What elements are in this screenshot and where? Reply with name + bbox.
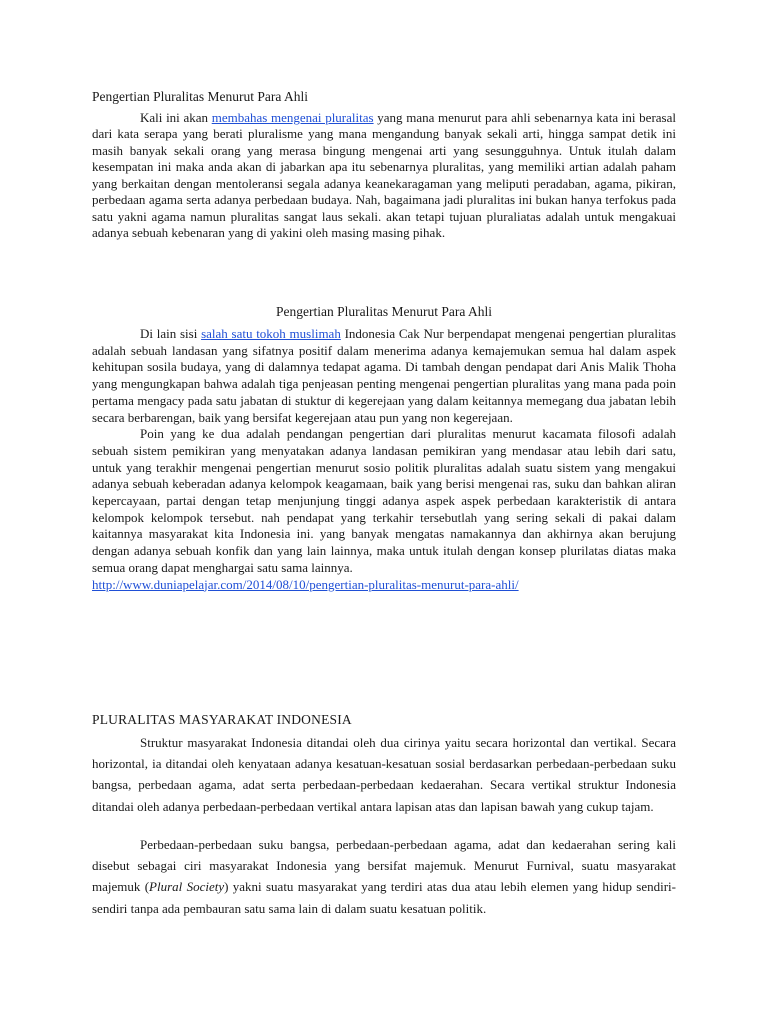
section3-paragraph-1: Struktur masyarakat Indonesia ditandai oleh dua cirinya yaitu secara horizontal dan vertikal. Secara horizontal, ia ditandai oleh kenyataan adanya kesatuan-kesatuan sosial berdasarkan perbedaan-perbedaan suku bangsa, perbedaan agama, adat serta perbedaan-perbedaan kedaerahan. Secara vertikal struktur Indonesia ditandai oleh adanya perbedaan-perbedaan vertikal antara lapisan atas dan lapisan bawah yang cukup tajam. [92, 735, 676, 814]
section2-text-start: Di lain sisi [140, 326, 202, 341]
section2-paragraph-2: Poin yang ke dua adalah pendangan pengertian dari pluralitas menurut kacamata filosofi adalah sebuah sistem pemikiran yang menyatakan adanya landasan pemikiran yang mendasar atau lebih dari satu, untuk yang terakhir mengenai pengertian menurut sosio politik pluralitas adalah suatu sistem yang mengakui adanya sebuah keberadan adanya kelompok keagamaan, baik yang berisi mengenai ras, suku dan bahkan aliran kepercayaan, partai dengan tetap menjunjung tinggi adanya aspek aspek perbedaan karakteristik di antara kelompok kelompok tersebut. nah pendapat yang terkahir tersebutlah yang sering sekali di pakai dalam kaitannya masyarakat kita Indonesia ini. yang banyak mengatas namakannya dan akhirnya akan berujung dengan adanya sebuah konfik dan yang lain lainnya, maka untuk itulah dengan konsep plurilatas diatas maka semua orang dapat menghargai satu sama lainnya. [92, 426, 676, 575]
section1-body [92, 110, 676, 242]
section3-body-2 [92, 834, 676, 919]
section3-heading: PLURALITAS MASYARAKAT INDONESIA [92, 712, 352, 727]
source-url-link[interactable]: http://www.duniapelajar.com/2014/08/10/pengertian-pluralitas-menurut-para-ahli/ [92, 576, 519, 592]
section2-body [92, 326, 676, 593]
plural-society-term: Plural Society [149, 879, 225, 895]
section1-text-start: Kali ini akan [140, 110, 212, 125]
section1-text-rest: yang mana menurut para ahli sebenarnya kata ini berasal dari kata serapa yang berati pluralisme yang mana mengandung banyak sekali arti, hingga sampat detik ini masih banyak sekali orang yang merasa bingung mengenai arti yang sesungguhnya. Untuk itulah dalam kesempatan ini maka anda akan di jabarkan apa itu sebenarnya pluralitas, yang memiliki artian adalah paham yang berkaitan dengan mentoleransi segala adanya keanekaragaman yang meliputi peradaban, agama, pikiran, perbedaan agama serta adanya perbedaan budaya. Nah, bagaimana jadi pluralitas ini bukan hanya terfokus pada satu yakni agama namun pluralitas sangat laus sekali. akan tetapi tujuan pluraliatas adalah untuk mengakuai adanya sebuah kebenaran yang di yakini oleh masing masing pihak. [92, 110, 676, 241]
section3-text-rest: ) yakni suatu masyarakat yang terdiri atas dua atau lebih elemen yang hidup sendiri-sendiri tanpa ada pembauran satu sama lain di dalam suatu kesatuan politik. [92, 879, 676, 916]
section1-paragraph [92, 110, 676, 242]
source-url-line [92, 577, 676, 594]
section1-title: Pengertian Pluralitas Menurut Para Ahli [92, 89, 308, 104]
section2-title: Pengertian Pluralitas Menurut Para Ahli [276, 304, 492, 319]
section2-text-rest: Indonesia Cak Nur berpendapat mengenai pengertian pluralitas adalah sebuah landasan yang sifatnya positif dalam menerima adanya kemajemukan semua hal dalam aspek kehitupan sosila budaya, yang di dalamnya tedapat agama. Di tambah dengan pendapat dari Anis Malik Thoha yang mengungkapan bahwa adalah tiga penjeasan penting mengenai pengertian pluralitas yang mana pada poin pertama mengacy pada satu jabatan di stuktur di kegerejaan yang dalam keitannya memegang dua jabatan lebih secara berbarengan, baik yang bersifat kegerejaan atau pun yang non kegerejaan. [92, 326, 676, 425]
tokoh-muslimah-link[interactable]: salah satu tokoh muslimah [201, 326, 341, 341]
section3-paragraph-2 [92, 834, 676, 919]
section3-text-start: Perbedaan-perbedaan suku bangsa, perbedaan-perbedaan agama, adat dan kedaerahan sering kali disebut sebagai ciri masyarakat Indonesia yang bersifat majemuk. Menurut Furnival, suatu masyarakat majemuk ( [92, 837, 676, 895]
section2-paragraph-1 [92, 326, 676, 426]
pluralitas-link[interactable]: membahas mengenai pluralitas [211, 110, 374, 125]
section3-body-1 [92, 732, 676, 817]
